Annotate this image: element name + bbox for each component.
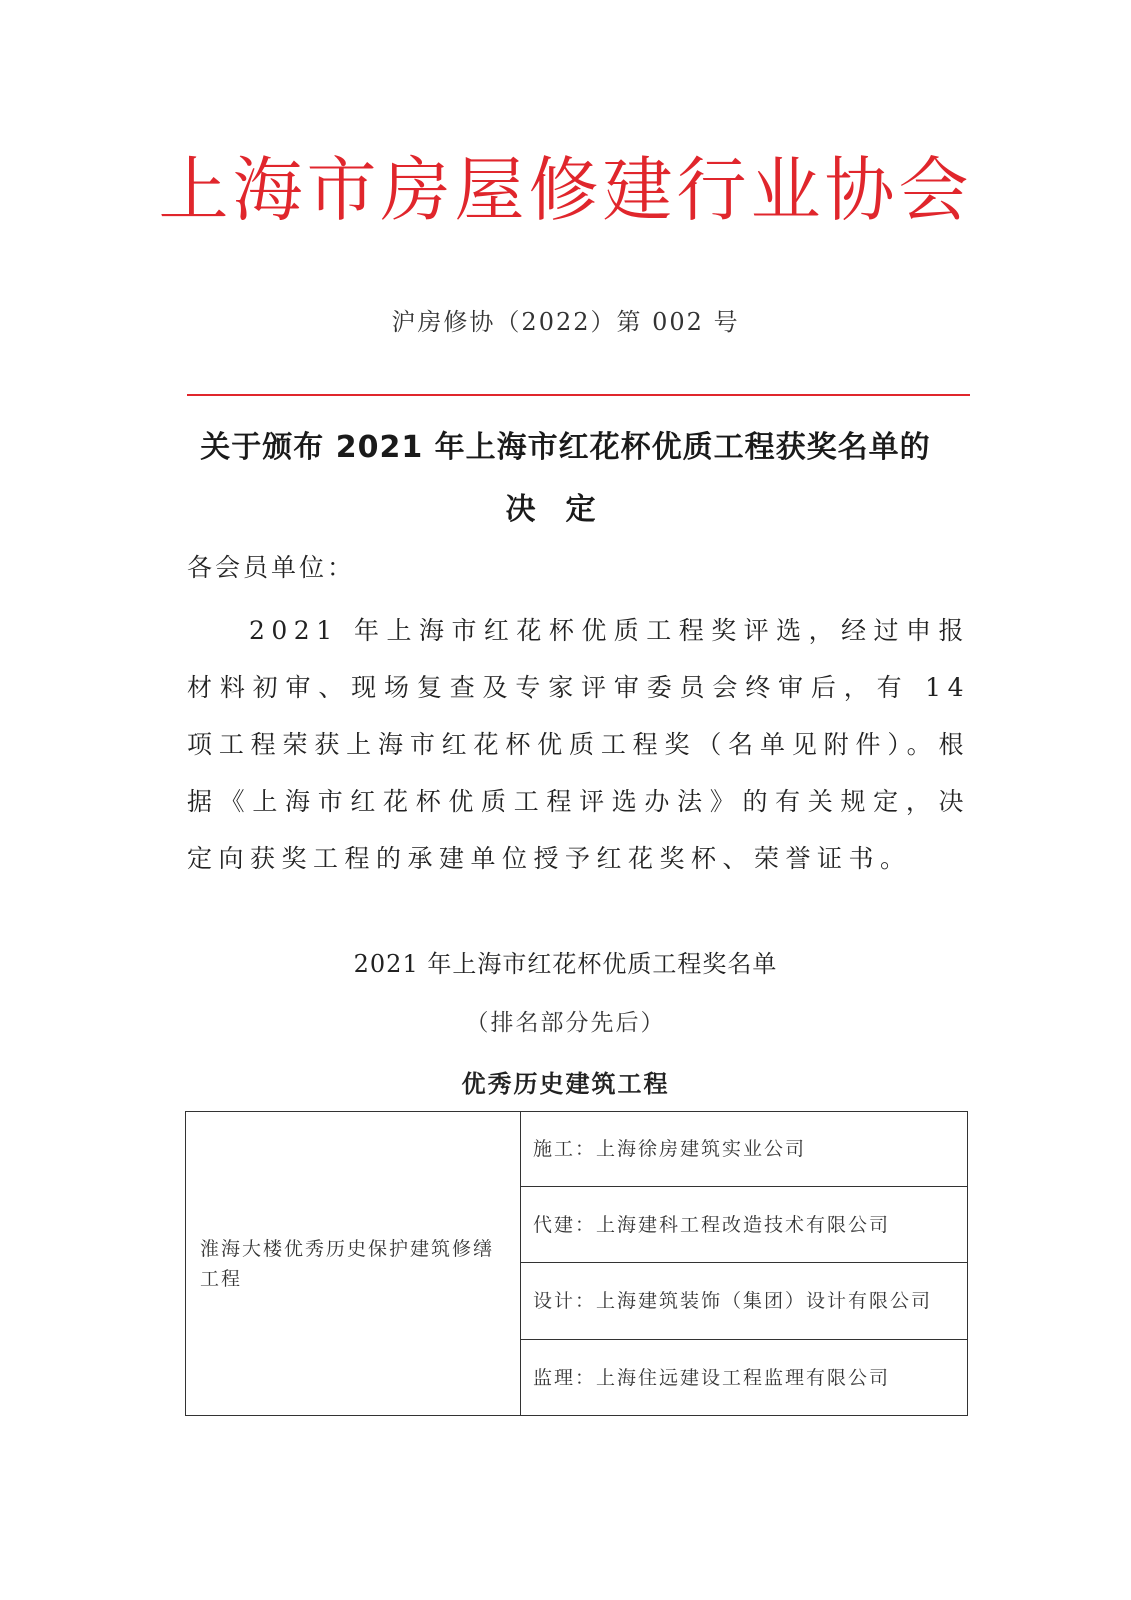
body-paragraph: 2021 年上海市红花杯优质工程奖评选，经过申报材料初审、现场复查及专家评审委员会终审后，有 14 项工程荣获上海市红花杯优质工程奖（名单见附件）。根据《上海市红花杯优质工程评选办法》的有关规定，决定向获奖工程的承建单位授予红花奖杯、荣誉证书。 [187, 616, 970, 873]
table-row [186, 1112, 968, 1187]
award-table [185, 1111, 968, 1416]
award-category-heading: 优秀历史建筑工程 [461, 1069, 670, 1098]
document-title-line-1: 关于颁布 2021 年上海市红花杯优质工程获奖名单的 [200, 430, 931, 465]
document-title-line-2: 决定 [505, 492, 626, 527]
award-list-note: （排名部分先后） [465, 1010, 666, 1036]
document-number: 沪房修协（2022）第 002 号 [391, 308, 740, 336]
salutation: 各会员单位： [187, 553, 356, 582]
organization-letterhead: 上海市房屋修建行业协会 [158, 149, 973, 231]
agent-unit-cell: 代建：上海建科工程改造技术有限公司 [521, 1187, 968, 1263]
supervision-unit-cell: 监理：上海住远建设工程监理有限公司 [521, 1340, 968, 1416]
award-list-title: 2021 年上海市红花杯优质工程奖名单 [353, 950, 778, 978]
design-unit-cell: 设计：上海建筑装饰（集团）设计有限公司 [521, 1263, 968, 1340]
construction-unit-cell: 施工：上海徐房建筑实业公司 [521, 1112, 968, 1187]
letterhead-divider [187, 394, 970, 396]
project-name-cell: 淮海大楼优秀历史保护建筑修缮工程 [186, 1112, 521, 1416]
